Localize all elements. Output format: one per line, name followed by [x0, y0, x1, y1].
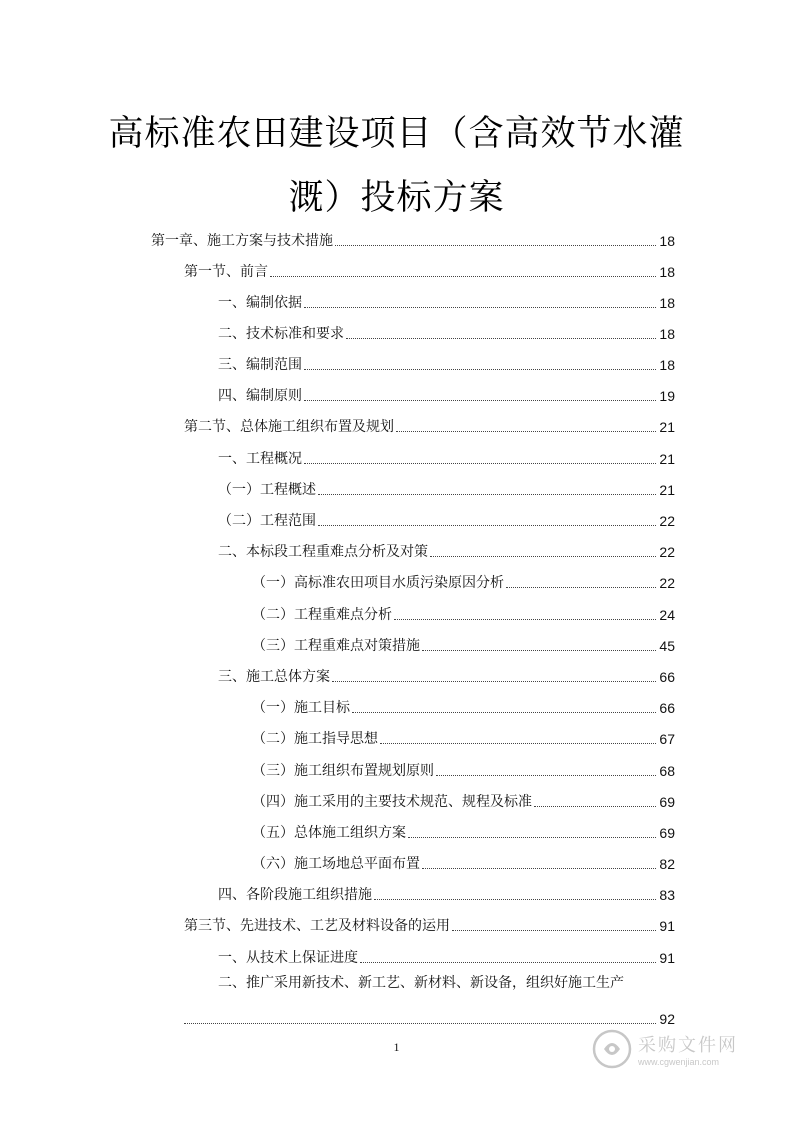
watermark-text-en: www.cgwenjian.com	[638, 1057, 720, 1067]
toc-page: 67	[659, 731, 675, 747]
toc-leader	[304, 462, 656, 464]
toc-entry[interactable]	[252, 820, 675, 842]
toc-entry-wrapped-line2[interactable]	[184, 1006, 675, 1028]
toc-entry[interactable]	[252, 789, 675, 811]
title-line-1: 高标准农田建设项目（含高效节水灌	[108, 114, 685, 154]
toc-leader	[352, 711, 656, 713]
toc-label: 第一章、施工方案与技术措施	[151, 233, 333, 249]
toc-label: （二）施工指导思想	[252, 731, 378, 747]
toc-entry[interactable]	[218, 945, 675, 967]
toc-page: 69	[659, 794, 675, 810]
toc-entry[interactable]	[218, 321, 675, 343]
toc-label: 一、从技术上保证进度	[218, 950, 358, 966]
toc-page: 66	[659, 669, 675, 685]
toc-entry[interactable]	[218, 882, 675, 904]
toc-leader	[436, 774, 656, 776]
toc-entry[interactable]	[252, 695, 675, 717]
toc-label: 一、编制依据	[218, 295, 302, 311]
toc-entry[interactable]	[151, 228, 675, 250]
toc-page: 19	[659, 388, 675, 404]
toc-leader	[396, 430, 656, 432]
toc-leader	[374, 898, 656, 900]
toc-page: 83	[659, 887, 675, 903]
toc-label: 四、各阶段施工组织措施	[218, 887, 372, 903]
toc-leader	[394, 618, 656, 620]
toc-page: 22	[659, 544, 675, 560]
toc-page: 21	[659, 451, 675, 467]
toc-leader	[452, 929, 656, 931]
toc-entry[interactable]	[252, 633, 675, 655]
toc-leader	[380, 742, 656, 744]
toc-entry[interactable]	[218, 539, 675, 561]
toc-leader	[304, 399, 656, 401]
toc-leader	[318, 524, 656, 526]
toc-label: 三、施工总体方案	[218, 669, 330, 685]
toc-entry[interactable]	[218, 664, 675, 686]
toc-entry[interactable]	[252, 726, 675, 748]
toc-label: （一）施工目标	[252, 700, 350, 716]
toc-page: 24	[659, 607, 675, 623]
toc-leader	[408, 836, 656, 838]
toc-entry[interactable]	[252, 570, 675, 592]
toc-leader	[422, 867, 656, 869]
toc-page: 21	[659, 482, 675, 498]
toc-leader	[422, 649, 656, 651]
toc-page: 18	[659, 326, 675, 342]
site-watermark	[592, 1026, 762, 1072]
toc-label: （一）高标准农田项目水质污染原因分析	[252, 575, 504, 591]
toc-entry[interactable]	[218, 477, 675, 499]
toc-entry[interactable]	[218, 446, 675, 468]
toc-label: （一）工程概述	[218, 482, 316, 498]
toc-label: （四）施工采用的主要技术规范、规程及标准	[252, 794, 532, 810]
toc-label: 四、编制原则	[218, 388, 302, 404]
toc-page: 22	[659, 513, 675, 529]
toc-label: 第二节、总体施工组织布置及规划	[184, 419, 394, 435]
toc-leader	[332, 680, 656, 682]
toc-label: （六）施工场地总平面布置	[252, 856, 420, 872]
watermark-text-cn: 采购文件网	[638, 1035, 738, 1056]
toc-page: 82	[659, 856, 675, 872]
toc-label: 一、工程概况	[218, 451, 302, 467]
toc-entry[interactable]	[218, 290, 675, 312]
toc-label: （三）工程重难点对策措施	[252, 638, 420, 654]
toc-entry[interactable]	[184, 259, 675, 281]
watermark-text	[638, 1031, 738, 1067]
toc-label: 二、本标段工程重难点分析及对策	[218, 544, 428, 560]
toc-entry[interactable]	[218, 352, 675, 374]
toc-label: 二、推广采用新技术、新工艺、新材料、新设备，组织好施工生产	[218, 975, 624, 991]
toc-entry[interactable]	[184, 913, 675, 935]
toc-leader	[335, 244, 656, 246]
toc-label: （二）工程重难点分析	[252, 607, 392, 623]
toc-leader	[270, 275, 656, 277]
toc-page: 18	[659, 264, 675, 280]
toc-leader	[430, 555, 656, 557]
toc-entry-wrapped-line1[interactable]	[218, 974, 675, 996]
toc-page: 22	[659, 575, 675, 591]
toc-leader	[506, 586, 656, 588]
document-title	[90, 102, 703, 230]
toc-page: 45	[659, 638, 675, 654]
toc-leader	[360, 961, 656, 963]
toc-label: 三、编制范围	[218, 357, 302, 373]
logo-icon	[592, 1029, 632, 1069]
toc-leader	[534, 805, 656, 807]
toc-entry[interactable]	[184, 414, 675, 436]
toc-page: 68	[659, 763, 675, 779]
toc-label: 第一节、前言	[184, 264, 268, 280]
toc-label: （二）工程范围	[218, 513, 316, 529]
toc-page: 66	[659, 700, 675, 716]
page-number: 1	[393, 1040, 400, 1054]
toc-label: （三）施工组织布置规划原则	[252, 763, 434, 779]
toc-page: 92	[659, 1011, 675, 1027]
toc-entry[interactable]	[252, 851, 675, 873]
toc-entry[interactable]	[252, 758, 675, 780]
toc-label: 第三节、先进技术、工艺及材料设备的运用	[184, 918, 450, 934]
toc-page: 18	[659, 357, 675, 373]
toc-leader	[346, 337, 656, 339]
title-line-2: 溉）投标方案	[288, 178, 505, 218]
toc-label: （五）总体施工组织方案	[252, 825, 406, 841]
toc-page: 18	[659, 295, 675, 311]
toc-entry[interactable]	[218, 508, 675, 530]
toc-leader	[304, 306, 656, 308]
toc-leader	[184, 1022, 656, 1024]
toc-entry[interactable]	[252, 602, 675, 624]
toc-leader	[304, 368, 656, 370]
toc-page: 91	[659, 918, 675, 934]
toc-entry[interactable]	[218, 383, 675, 405]
toc-page: 69	[659, 825, 675, 841]
toc-page: 91	[659, 950, 675, 966]
toc-leader	[318, 493, 656, 495]
toc-page: 21	[659, 419, 675, 435]
toc-page: 18	[659, 233, 675, 249]
toc-label: 二、技术标准和要求	[218, 326, 344, 342]
